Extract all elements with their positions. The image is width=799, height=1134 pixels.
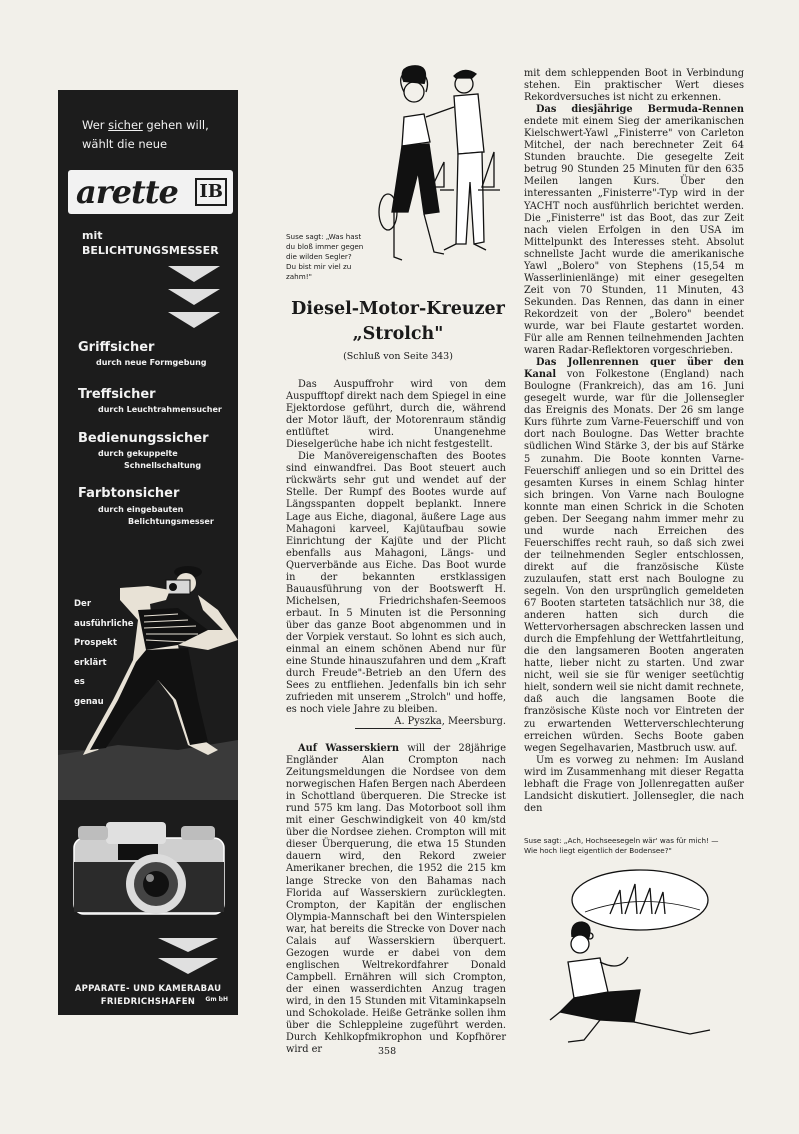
caption-line: die wilden Segler? [286, 252, 352, 261]
paragraph: Um es vorweg zu nehmen: Im Ausland wird im Zusammenhang mit dieser Regatta lebhaft die Frage von Jollenregatten außer Landsicht diskutiert. Jollensegler, die nach den [524, 754, 744, 814]
chevron-down-icon [168, 266, 220, 282]
paragraph: mit dem schleppenden Boot in Verbindung stehen. Ein praktischer Wert dieses Rekordversuches ist nicht zu erkennen. [524, 68, 744, 104]
slogan-text-end: gehen will, [142, 118, 209, 132]
prospekt-line: Der [74, 599, 92, 609]
brand-name: arette [76, 173, 178, 211]
feature-sub: Schnellschaltung [124, 461, 202, 470]
article-column [286, 379, 506, 728]
company-city: FRIEDRICHSHAFEN [100, 997, 196, 1007]
divider [355, 728, 441, 729]
page-number: 358 [378, 1046, 397, 1057]
section-lead: Das Jollenrennen quer über den Kanal [524, 357, 744, 381]
signature: A. Pyszka, Meersburg. [394, 716, 506, 728]
paragraph: will der 28jährige Engländer Alan Crompton nach Zeitungsmeldungen die Nordsee von dem norwegischen Hafen Bergen nach Aberdeen in Schottland überqueren. Die Strecke ist rund 575 km lang. Das Motorboot soll ihm mit einer Geschwindigkeit von 40 km/std über die Nordsee ziehen. Crompton will mit dieser Überquerung, die etwa 15 Stunden dauern wird, den Rekord zweier Amerikaner brechen, die 1952 die 215 km lange Strecke von den Bahamas nach Florida auf Wasserskiern zurücklegten. Crompton, der Kapitän der englischen Olympia-Mannschaft bei den Winterspielen war, hat bereits die Strecke von Dover nach Calais auf Wasserskiern überquert. Gezogen wurde er dabei von dem englischen Weltrekordfahrer Donald Campbell. Ernähren will sich Crompton, der einen wasserdichten Anzug tragen wird, in den 15 Stunden mit Vitaminkapseln und Schokolade. Heiße Getränke sollen ihm über die Schleppleine zugeführt werden. Durch Kehlkopfmikrophon und Kopfhörer wird er [286, 743, 506, 1056]
camera-advertisement [58, 90, 238, 1015]
company-name: APPARATE- UND KAMERABAU [74, 984, 222, 994]
paragraph: von Folkestone (England) nach Boulogne (Frankreich), das am 16. Juni gesegelt wurde, war für die Jollensegler das Ereignis des Monats. Der 26 sm lange Kurs führte zum Varne-Feuerschiff und von dort nach Boulogne. Das Wetter brachte südlichen Wind Stärke 3, der bis auf Stärke 5 zunahm. Die Boote konnten Varne-Feuerschiff anliegen und so ein Drittel des gesamten Kurses in einem Schlag hinter sich bringen. Von Varne nach Boulogne konnte man einen Schrick in die Schoten geben. Der Seegang nahm immer mehr zu und wurde nach Erreichen des Feuerschiffes recht rauh, so daß sich zwei der teilnehmenden Segler entschlossen, direkt auf die französische Küste zuzulaufen, statt erst nach Boulogne zu segeln. Von den ursprünglich gemeldeten 67 Booten starteten tatsächlich nur 38, die anderen hatten sich durch die Wettervorhersagen abschrecken lassen und durch die Empfehlung der Wettfahrtleitung, die den langsameren Booten angeraten hatte, lieber nicht zu starten. Und zwar nicht, weil sie sie für weniger seetüchtig hielt, sondern weil sie nicht damit rechnete, daß auch die langsamen Boote die französische Küste noch vor Eintreten der zu erwartenden Wetterverschlechterung erreichen würden. Sechs Boote gaben wegen Segelhavarien, Mastbruch usw. auf. [524, 369, 744, 754]
chevron-down-icon [158, 958, 218, 974]
right-column [524, 68, 744, 815]
gmbh-mark: Gm bH [205, 996, 228, 1003]
caption-top [286, 232, 374, 282]
caption-line: Du bist mir viel zu [286, 262, 352, 271]
brand-model: IB [195, 178, 227, 206]
belichtung-text: BELICHTUNGSMESSER [82, 244, 219, 257]
ad-mit-line [82, 228, 219, 258]
prospekt-line: genau [74, 696, 104, 707]
chevron-down-icon [168, 312, 220, 328]
section-lead: Das diesjährige Bermuda-Rennen [536, 104, 744, 116]
slogan-text: Wer [82, 118, 109, 132]
feature-sub: Belichtungsmesser [128, 517, 214, 526]
cartoon-sailor-couple [374, 62, 514, 277]
feature-sub: durch gekuppelte [98, 449, 178, 458]
chevron-down-icon [158, 938, 218, 952]
prospekt-line: es [74, 677, 85, 687]
paragraph: Das Auspuffrohr wird von dem Auspufftopf direkt nach dem Spiegel in eine Ejektordose geführt, durch die, während der Motor läuft, der Motorenraum ständig entlüftet wird. Unangenehme Dieselgerüche habe ich nicht festgestellt. [286, 379, 506, 451]
ad-slogan [82, 116, 209, 154]
caption-line: Suse sagt: „Ach, Hochseesegeln wär' was für mich! — [524, 836, 719, 845]
slogan-underlined: sicher [108, 118, 143, 132]
feature-title: Farbtonsicher [78, 486, 180, 501]
camera-illustration [66, 812, 230, 922]
brand-logo [68, 170, 233, 214]
photographer-illustration [58, 550, 238, 800]
article-subtitle: (Schluß von Seite 343) [343, 351, 453, 362]
slogan-line2: wählt die neue [82, 137, 168, 151]
title-line: „Strolch" [352, 324, 444, 344]
paragraph: endete mit einem Sieg der amerikanischen Kielschwert-Yawl „Finisterre" von Carleton Mitchel, der nach berechneter Zeit 64 Stunden brauchte. Die gesegelte Zeit betrug 90 Stunden 25 Minuten für den 635 Meilen langen Kurs. Über den interessanten „Finisterre"-Typ wird in der YACHT noch ausführlich berichtet werden. Die „Finisterre" ist das Boot, das zur Zeit nach vielen Erfolgen in den USA im Mittelpunkt des Interesses steht. Absolut schnellste Jacht wurde die amerikanische Yawl „Bolero" von Stephens (15,54 m Wasserlinienlänge) mit einer gesegelten Zeit von 70 Stunden, 11 Minuten, 43 Sekunden. Das Rennen, das dann in einer Rekordzeit von der „Bolero" beendet wurde, war bei Flaute gestartet worden. Für alle am Rennen teilnehmenden Jachten waren Radar-Reflektoren vorgeschrieben. [524, 116, 744, 357]
prospekt-line: erklärt [74, 657, 107, 668]
wasserski-column [286, 743, 506, 1056]
caption-line: du bloß immer gegen [286, 242, 364, 251]
prospekt-line: ausführliche [74, 618, 134, 629]
feature-title: Griffsicher [78, 340, 155, 355]
mit-text: mit [82, 229, 103, 242]
feature-sub: durch neue Formgebung [96, 358, 207, 367]
cartoon-woman-dreaming [540, 862, 720, 1052]
feature-sub: durch eingebauten [98, 505, 184, 514]
title-line: Diesel-Motor-Kreuzer [291, 299, 505, 319]
article-title [278, 297, 518, 347]
caption-line: zahm!" [286, 272, 312, 281]
feature-title: Treffsicher [78, 387, 156, 402]
paragraph: Die Manövereigenschaften des Bootes sind einwandfrei. Das Boot steuert auch rückwärts sehr gut und wendet auf der Stelle. Der Rumpf des Bootes wurde auf Längsspanten doppelt beplankt. Innere Lage aus Eiche, diagonal, äußere Lage aus Mahagoni karveel, Kajütaufbau sowie Einrichtung der Kajüte und der Plicht ebenfalls aus Mahagoni, Längs- und Querverbände aus Eiche. Das Boot wurde in der bekannten erstklassigen Bauausführung von der Bootswerft H. Michelsen, Friedrichshafen-Seemoos erbaut. In 5 Minuten ist die Personning über das ganze Boot abgenommen und in der Vorpiek verstaut. So lohnt es sich auch, einmal an einem schönen Abend nur für eine Stunde hinauszufahren und dem „Kraft durch Freude"-Betrieb an den Ufern des Sees zu entfliehen. Jedenfalls bin ich sehr zufrieden mit unserem „Strolch" und hoffe, es noch viele Jahre zu bleiben. [286, 451, 506, 716]
caption-line: Wie hoch liegt eigentlich der Bodensee?" [524, 846, 672, 855]
prospekt-line: Prospekt [74, 638, 117, 648]
caption-line: Suse sagt: „Was hast [286, 232, 362, 241]
feature-title: Bedienungssicher [78, 431, 209, 446]
section-lead: Auf Wasserskiern [298, 743, 400, 754]
feature-sub: durch Leuchtrahmensucher [98, 405, 222, 414]
chevron-down-icon [168, 289, 220, 305]
caption-bottom [524, 836, 754, 856]
